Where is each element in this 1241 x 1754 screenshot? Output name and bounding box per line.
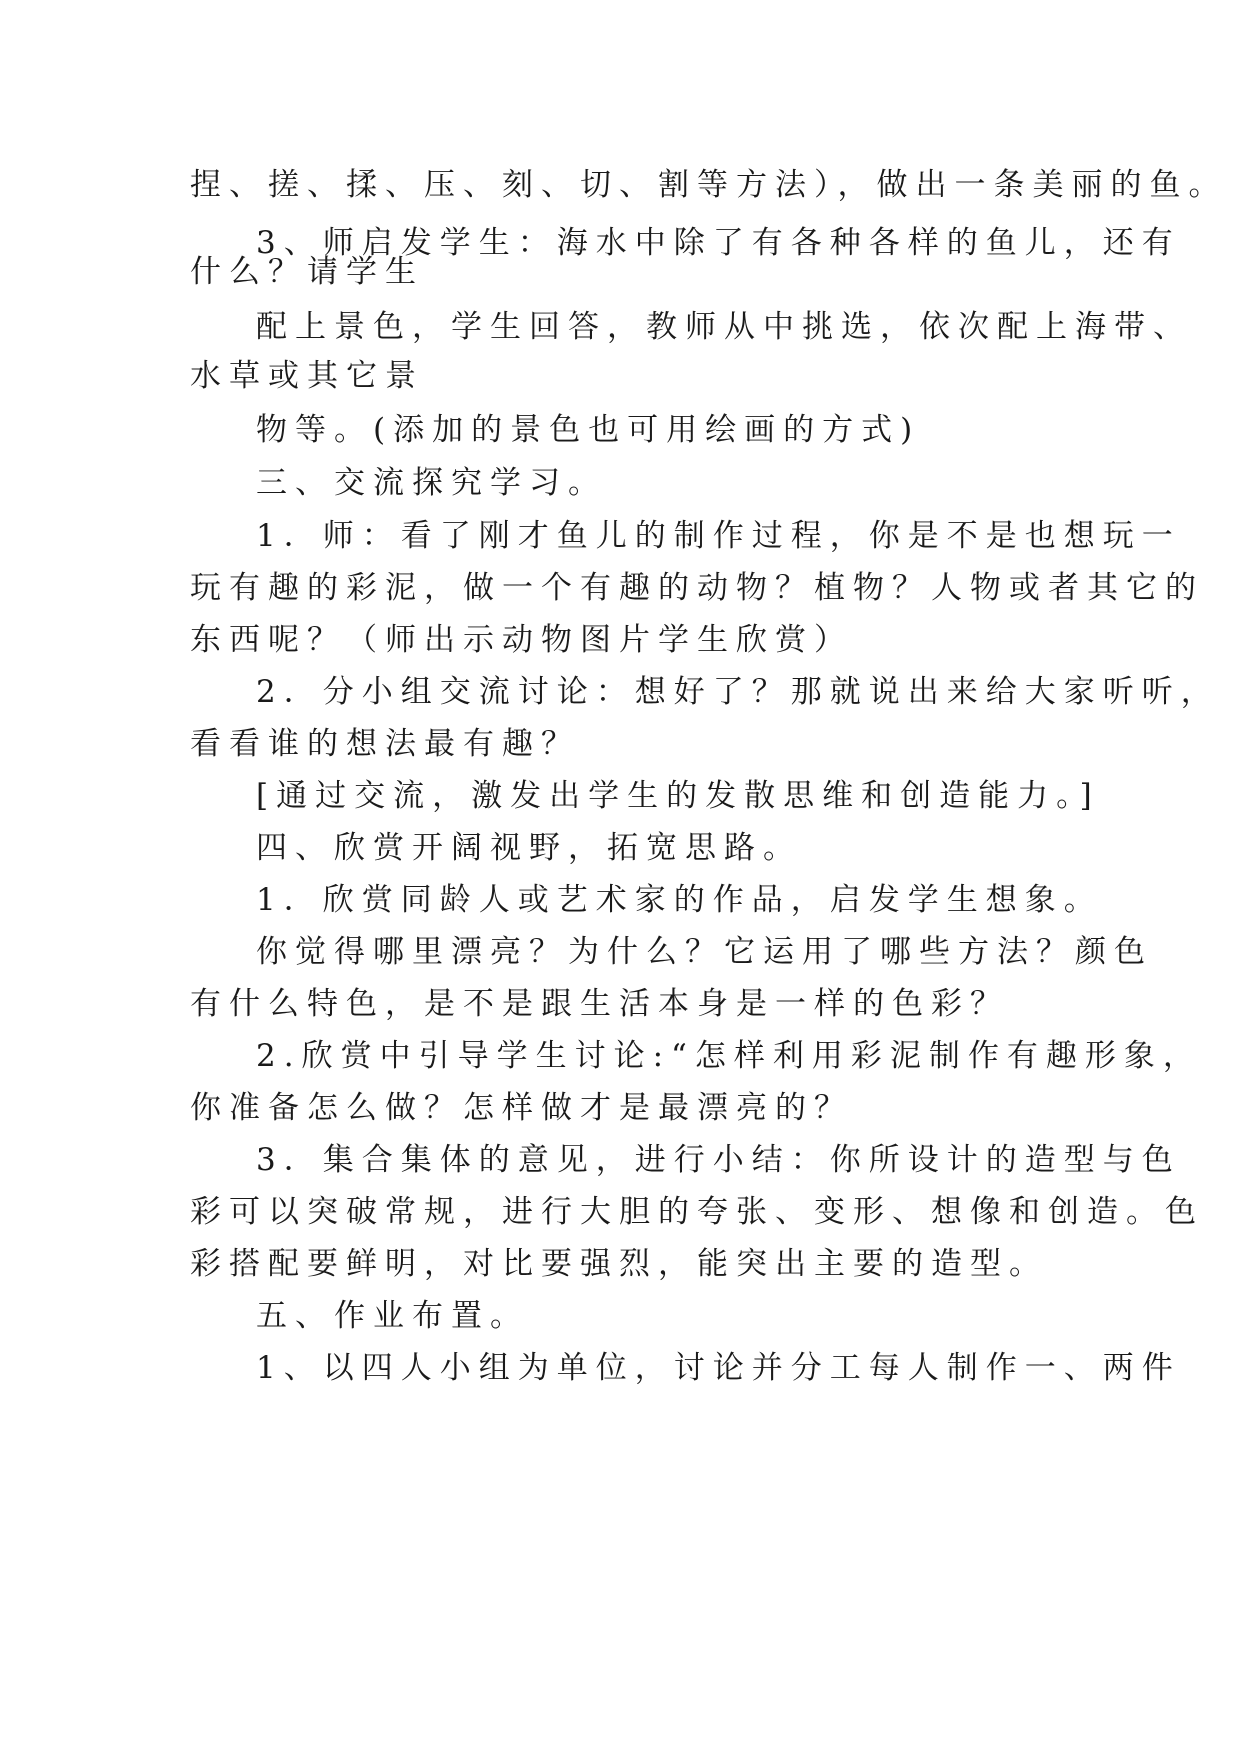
text-line-11: 2．分小组交流讨论：想好了？那就说出来给大家听听，	[256, 674, 1220, 710]
text-line-24: 1、以四人小组为单位，讨论并分工每人制作一、两件	[256, 1350, 1181, 1386]
text-line-23: 五、作业布置。	[256, 1298, 529, 1334]
text-line-3: 什么？请学生	[190, 254, 424, 290]
text-line-20: 3．集合集体的意见，进行小结：你所设计的造型与色	[256, 1142, 1181, 1178]
text-line-18: 2.欣赏中引导学生讨论:“怎样利用彩泥制作有趣形象，	[256, 1038, 1202, 1074]
text-line-5: 水草或其它景	[190, 358, 424, 394]
text-line-13: [通过交流，激发出学生的发散思维和创造能力。]	[256, 778, 1100, 814]
text-line-4: 配上景色，学生回答，教师从中挑选，依次配上海带、	[256, 309, 1192, 345]
text-line-1: 捏、搓、揉、压、刻、切、割等方法），做出一条美丽的鱼。	[190, 167, 1228, 203]
text-line-10: 东西呢？（师出示动物图片学生欣赏）	[190, 622, 853, 658]
text-line-21: 彩可以突破常规，进行大胆的夸张、变形、想像和创造。色	[190, 1194, 1204, 1230]
text-line-9: 玩有趣的彩泥，做一个有趣的动物？植物？人物或者其它的	[190, 570, 1204, 606]
text-line-22: 彩搭配要鲜明，对比要强烈，能突出主要的造型。	[190, 1246, 1048, 1282]
text-line-6: 物等。(添加的景色也可用绘画的方式)	[256, 412, 921, 448]
text-line-7: 三、交流探究学习。	[256, 465, 607, 501]
text-line-15: 1．欣赏同龄人或艺术家的作品，启发学生想象。	[256, 882, 1103, 918]
text-line-8: 1．师：看了刚才鱼儿的制作过程，你是不是也想玩一	[256, 518, 1181, 554]
text-line-12: 看看谁的想法最有趣？	[190, 726, 580, 762]
text-line-16: 你觉得哪里漂亮？为什么？它运用了哪些方法？颜色	[256, 934, 1153, 970]
text-line-14: 四、欣赏开阔视野，拓宽思路。	[256, 830, 802, 866]
text-line-17: 有什么特色，是不是跟生活本身是一样的色彩？	[190, 986, 1009, 1022]
text-line-19: 你准备怎么做？怎样做才是最漂亮的？	[190, 1090, 853, 1126]
text-line-2: 3、师启发学生：海水中除了有各种各样的鱼儿，还有	[256, 225, 1181, 261]
